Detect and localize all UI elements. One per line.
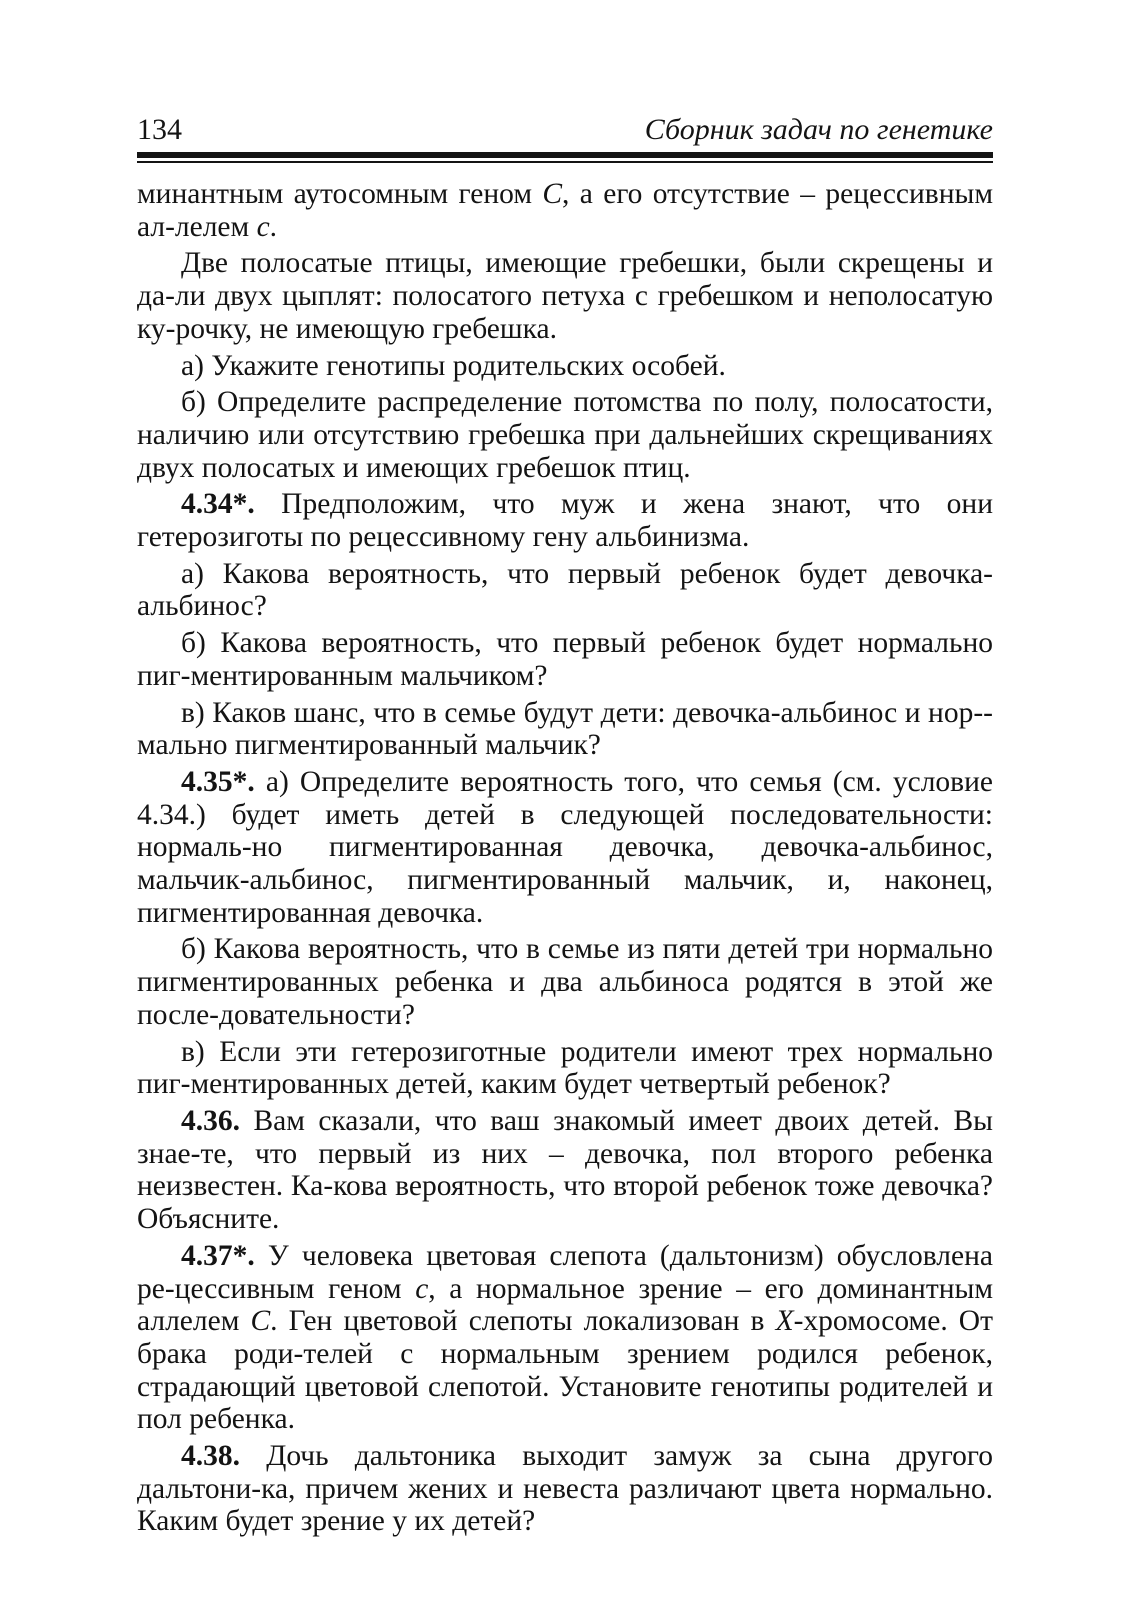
paragraph-text: . [269, 210, 278, 243]
paragraph-text: -хромосоме. От брака роди-телей с нормальным зрением родился ребенок, страдающий цветовой слепотой. Установите генотипы родителей и пол ребенка. [137, 1305, 993, 1436]
paragraph-text: в) Если эти гетерозиготные родители имеют трех нормально пиг-ментированных детей, каким будет четвертый ребенок? [137, 1035, 993, 1101]
header-rule-thick [137, 152, 993, 158]
paragraph-text: Предположим, что муж и жена знают, что они гетерозиготы по рецессивному гену альбинизма. [137, 488, 993, 554]
page-number: 134 [137, 113, 182, 146]
gene-symbol: X [775, 1305, 794, 1338]
paragraph-text: Две полосатые птицы, имеющие гребешки, были скрещены и да-ли двух цыплят: полосатого петуха с гребешком и неполосатую ку-рочку, не имеющую гребешка. [137, 247, 993, 345]
header-rule-thin [137, 161, 993, 163]
paragraph [137, 558, 993, 623]
paragraph-text: минантным аутосомным геном [137, 178, 543, 210]
paragraph-text: , а его отсутствие – рецессивным ал-лелем [137, 178, 993, 243]
problem-number: 4.34*. [181, 488, 255, 521]
paragraph-text: Дочь дальтоника выходит замуж за сына другого дальтони-ка, причем жених и невеста различают цвета нормально. Каким будет зрение у их детей? [137, 1440, 993, 1538]
paragraph [137, 933, 993, 1031]
paragraph-text: Вам сказали, что ваш знакомый имеет двоих детей. Вы знае-те, что первый из них – девочка, пол второго ребенка неизвестен. Ка-кова вероятность, что второй ребенок тоже девочка? Объясните. [137, 1104, 993, 1236]
paragraph-text: а) Какова вероятность, что первый ребенок будет девочка-альбинос? [137, 557, 993, 623]
paragraph-text: б) Определите распределение потомства по полу, полосатости, наличию или отсутствию гребешка при дальнейших скрещиваниях двух полосатых и имеющих гребешок птиц. [137, 386, 993, 484]
problem-number: 4.37*. [181, 1239, 255, 1272]
paragraph [137, 766, 993, 930]
paragraph [137, 247, 993, 345]
problem-number: 4.35*. [181, 765, 255, 798]
paragraph [137, 386, 993, 484]
paragraph [137, 1240, 993, 1436]
paragraph [137, 627, 993, 692]
paragraph-text: . Ген цветовой слепоты локализован в [270, 1305, 776, 1338]
body-text [137, 178, 993, 1542]
gene-symbol: с [256, 210, 270, 243]
problem-number: 4.36. [181, 1104, 240, 1137]
paragraph [137, 178, 993, 243]
paragraph-text: а) Определите вероятность того, что семья (см. условие 4.34.) будет иметь детей в следующей последовательности: нормаль-но пигментированная девочка, девочка-альбинос, мальчик-альбинос, пигментированный мальчик, и, наконец, пигментированная девочка. [137, 765, 993, 929]
gene-symbol: С [250, 1305, 271, 1338]
paragraph [137, 350, 993, 383]
paragraph-text: а) Укажите генотипы родительских особей. [181, 349, 726, 382]
paragraph-text: У человека цветовая слепота (дальтонизм) обусловлена ре-цессивным геном [137, 1239, 993, 1305]
page-header [137, 108, 993, 152]
gene-symbol: С [542, 178, 563, 210]
paragraph-text: в) Каков шанс, что в семье будут дети: девочка-альбинос и нор-мально пигментированный мальчик? [137, 696, 993, 762]
problem-number: 4.38. [181, 1440, 240, 1473]
paragraph [137, 1440, 993, 1538]
running-title: Сборник задач по генетике [644, 113, 993, 146]
paragraph [137, 697, 993, 762]
gene-symbol: с [415, 1272, 429, 1305]
paragraph [137, 488, 993, 553]
paragraph-text: б) Какова вероятность, что в семье из пяти детей три нормально пигментированных ребенка и два альбиноса родятся в этой же после-довательности? [137, 933, 993, 1031]
paragraph [137, 1036, 993, 1101]
paragraph [137, 1105, 993, 1236]
paragraph-text: , а нормальное зрение – его доминантным аллелем [137, 1272, 993, 1338]
paragraph-text: б) Какова вероятность, что первый ребенок будет нормально пиг-ментированным мальчиком? [137, 627, 993, 692]
